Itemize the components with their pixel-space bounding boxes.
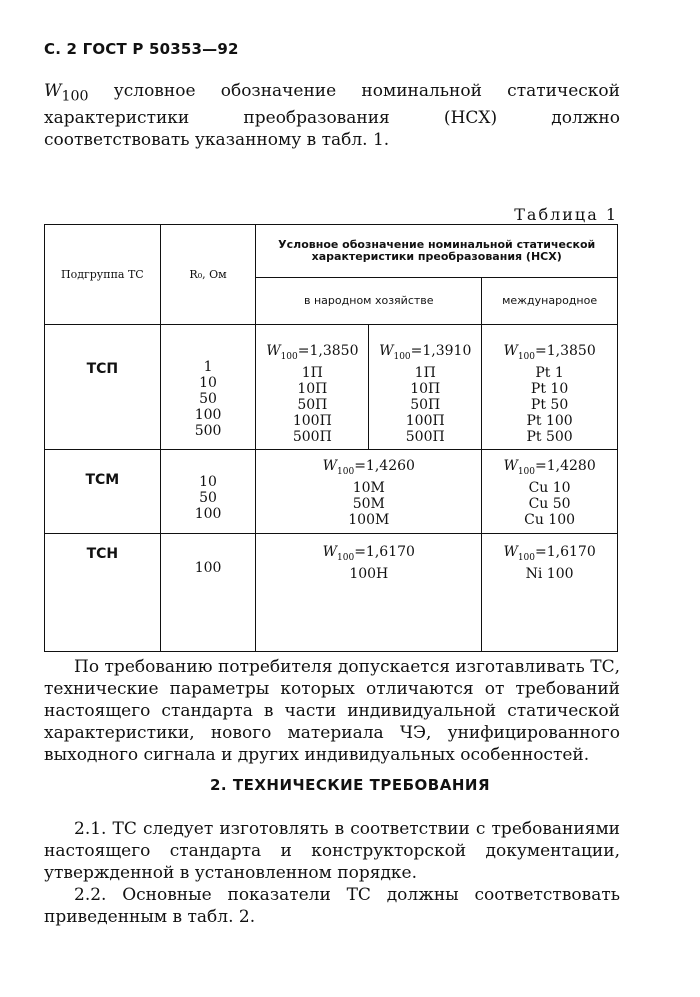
tsp-national-a: $W_{100}=1,3850$ 1П 10П 50П 100П 500П: [256, 325, 369, 450]
paragraph-2-1: 2.1. ТС следует изготовлять в соответствии с требованиями настоящего стандарта и конструкторской документации, утвержденной в установленном порядке.: [44, 819, 620, 883]
group-tsm: ТСМ: [45, 449, 161, 533]
w-symbol: W: [44, 81, 62, 101]
w-symbol-sub: 100: [61, 88, 89, 105]
w-label: $W_{100}$: [322, 543, 355, 563]
w-label: $W_{100}$: [322, 457, 355, 477]
intro-paragraph: [44, 80, 620, 151]
section-title: 2. ТЕХНИЧЕСКИЕ ТРЕБОВАНИЯ: [209, 776, 491, 794]
w-label: $W_{100}$: [379, 343, 411, 362]
paragraph-consumer-request: По требованию потребителя допускается изготавливать ТС, технические параметры которых отличаются от требований настоящего стандарта в части индивидуальной статической характеристики, нового материала ЧЭ, унифицированного выходного сигнала и других индивидуальных особенностей.: [44, 657, 620, 765]
group-tsn: ТСН: [45, 533, 161, 651]
header-subgroup: Подгруппа ТС: [45, 225, 161, 325]
intro-text: условное обозначение номинальной статической характеристики преобразования (НСХ) должно соответствовать указанному в табл. 1.: [44, 81, 620, 151]
tsm-international: $W_{100}=1,4280$ Cu 10 Cu 50 Cu 100: [482, 449, 618, 533]
page-header: С. 2 ГОСТ Р 50353—92: [44, 40, 239, 58]
group-tsp: ТСП: [45, 325, 161, 450]
w-label: $W_{100}$: [503, 543, 536, 563]
header-r0: R₀, Ом: [160, 225, 256, 325]
r0-values-tsn: 100: [160, 533, 256, 651]
table-row: [45, 449, 618, 533]
header-nsx: Условное обозначение номинальной статической характеристики преобразования (НСХ): [256, 225, 618, 278]
tsp-national-b: $W_{100}=1,3910$ 1П 10П 50П 100П 500П: [369, 325, 482, 450]
tsp-international: $W_{100}=1,3850$ Pt 1 Pt 10 Pt 50 Pt 100 Pt 500: [482, 325, 618, 450]
r0-values-tsm: 10 50 100: [160, 449, 256, 533]
w-label: $W_{100}$: [266, 343, 298, 362]
w-label: $W_{100}$: [503, 457, 536, 477]
tsn-national: $W_{100}=1,6170$ 100Н: [256, 533, 482, 651]
r0-values-tsp: 1 10 50 100 500: [160, 325, 256, 450]
w-label: $W_{100}$: [503, 343, 536, 362]
table-caption: Таблица 1: [514, 205, 618, 224]
header-national: в народном хозяйстве: [256, 278, 482, 325]
tsm-national: $W_{100}=1,4260$ 10М 50М 100М: [256, 449, 482, 533]
header-international: международное: [482, 278, 618, 325]
table-row: [45, 325, 618, 450]
nsx-table: [44, 224, 618, 652]
paragraph-2-2: 2.2. Основные показатели ТС должны соответствовать приведенным в табл. 2.: [44, 885, 620, 927]
tsn-international: $W_{100}=1,6170$ Ni 100: [482, 533, 618, 651]
table-row: [45, 533, 618, 651]
